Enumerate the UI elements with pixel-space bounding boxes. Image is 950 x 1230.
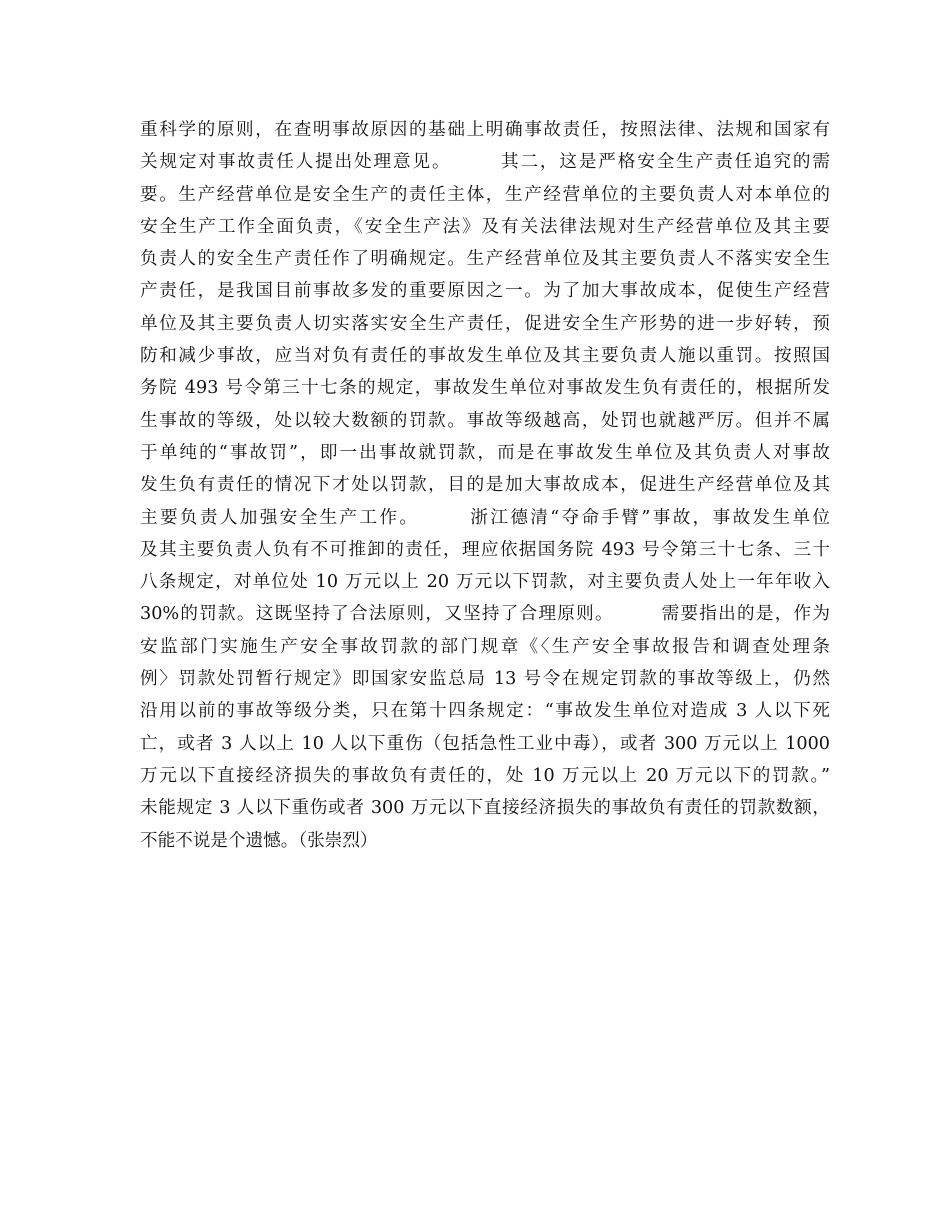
text-line: 主要负责人加强安全生产工作。 浙江德清“夺命手臂”事故，事故发生单位 [140, 507, 830, 528]
text-line: 例〉罚款处罚暂行规定》即国家安监总局 13 号令在规定罚款的事故等级上，仍然 [140, 669, 830, 690]
body-paragraph [140, 114, 830, 857]
text-line: 负责人的安全生产责任作了明确规定。生产经营单位及其主要负责人不落实安全生 [140, 249, 830, 270]
text-line: 发生负有责任的情况下才处以罚款，目的是加大事故成本，促进生产经营单位及其 [140, 475, 830, 496]
text-line: 安全生产工作全面负责，《安全生产法》及有关法律法规对生产经营单位及其主要 [140, 216, 830, 237]
text-line: 万元以下直接经济损失的事故负有责任的，处 10 万元以上 20 万元以下的罚款。” [140, 765, 830, 786]
text-line: 生事故的等级，处以较大数额的罚款。事故等级越高，处罚也就越严厉。但并不属 [140, 410, 830, 431]
text-line: 不能不说是个遗憾。（张崇烈） [140, 830, 378, 851]
text-line: 单位及其主要负责人切实落实安全生产责任，促进安全生产形势的进一步好转，预 [140, 313, 830, 334]
text-line: 及其主要负责人负有不可推卸的责任，理应依据国务院 493 号令第三十七条、三十 [140, 539, 830, 560]
text-line: 未能规定 3 人以下重伤或者 300 万元以下直接经济损失的事故负有责任的罚款数额， [140, 798, 830, 819]
text-line: 安监部门实施生产安全事故罚款的部门规章《〈生产安全事故报告和调查处理条 [140, 636, 830, 657]
text-line: 要。生产经营单位是安全生产的责任主体，生产经营单位的主要负责人对本单位的 [140, 184, 830, 205]
text-line: 务院 493 号令第三十七条的规定，事故发生单位对事故发生负有责任的，根据所发 [140, 378, 830, 399]
text-line: 防和减少事故，应当对负有责任的事故发生单位及其主要负责人施以重罚。按照国 [140, 346, 830, 367]
text-line: 沿用以前的事故等级分类，只在第十四条规定：“事故发生单位对造成 3 人以下死 [140, 701, 830, 722]
text-line: 关规定对事故责任人提出处理意见。 其二，这是严格安全生产责任追究的需 [140, 152, 830, 173]
text-line: 30%的罚款。这既坚持了合法原则，又坚持了合理原则。 需要指出的是，作为 [140, 604, 830, 625]
text-line: 亡，或者 3 人以上 10 人以下重伤（包括急性工业中毒），或者 300 万元以上 1000 [140, 733, 830, 754]
text-line: 八条规定，对单位处 10 万元以上 20 万元以下罚款，对主要负责人处上一年年收入 [140, 572, 830, 593]
text-line: 产责任，是我国目前事故多发的重要原因之一。为了加大事故成本，促使生产经营 [140, 281, 830, 302]
text-line: 重科学的原则，在查明事故原因的基础上明确事故责任，按照法律、法规和国家有 [140, 120, 830, 140]
text-line: 于单纯的“事故罚”，即一出事故就罚款，而是在事故发生单位及其负责人对事故 [140, 442, 830, 463]
